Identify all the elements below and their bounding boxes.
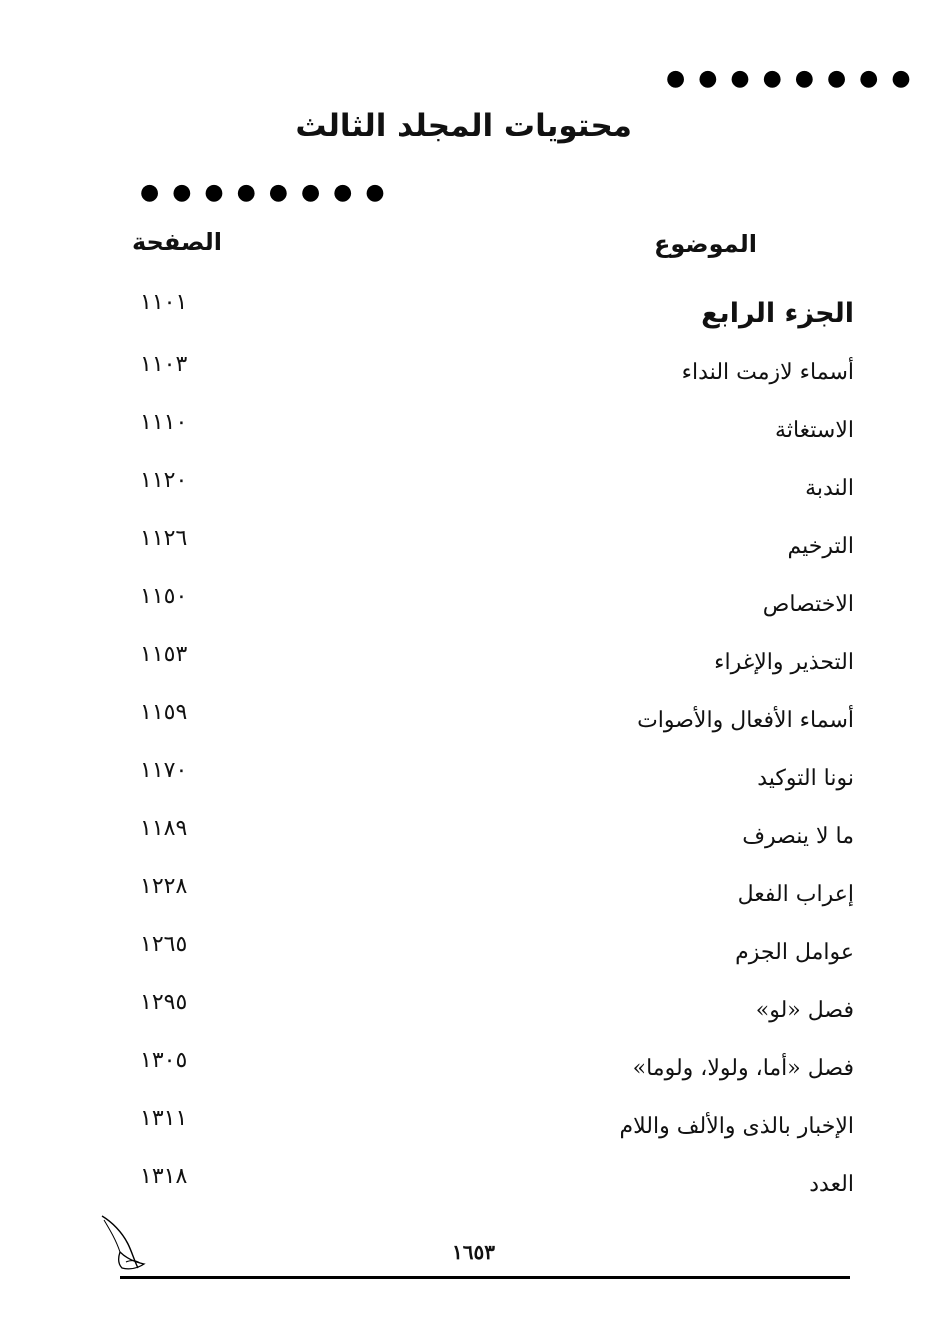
page-number: ١٦٥٣	[452, 1240, 495, 1264]
topic-column-header: الموضوع	[653, 230, 757, 258]
toc-entry	[0, 526, 932, 574]
toc-entry-topic: إعراب الفعل	[737, 882, 854, 907]
toc-entry	[0, 990, 932, 1038]
toc-entry-page: ١١٥٠	[140, 584, 188, 609]
toc-entry	[0, 584, 932, 632]
toc-entry-page: ١١٥٩	[140, 700, 188, 725]
toc-entry-page: ١١٠١	[140, 290, 188, 315]
toc-entry-page: ١١٢٦	[140, 526, 188, 551]
toc-entry-topic: نونا التوكيد	[757, 766, 854, 791]
decorative-dots-middle: ● ● ● ● ● ● ● ●	[140, 180, 388, 205]
decorative-dots-top: ● ● ● ● ● ● ● ●	[666, 66, 914, 91]
toc-entry-topic: التحذير والإغراء	[714, 650, 854, 675]
toc-entry-page: ١١١٠	[140, 410, 188, 435]
toc-entry-topic: الإخبار بالذى والألف واللام	[619, 1114, 854, 1139]
toc-entry-page: ١١٢٠	[140, 468, 188, 493]
toc-entry-topic: الترخيم	[787, 534, 854, 559]
toc-entry	[0, 758, 932, 806]
toc-entry-part	[0, 290, 932, 338]
toc-entry	[0, 352, 932, 400]
toc-entry-page: ١٣٠٥	[140, 1048, 188, 1073]
toc-entry-topic: أسماء الأفعال والأصوات	[637, 708, 854, 733]
footer-divider	[120, 1276, 850, 1279]
toc-entry	[0, 410, 932, 458]
toc-entry	[0, 1106, 932, 1154]
toc-entry-page: ١٢٦٥	[140, 932, 188, 957]
page-column-header: الصفحة	[132, 228, 223, 256]
toc-entry	[0, 932, 932, 980]
quill-pen-icon	[98, 1212, 148, 1274]
toc-entry-page: ١١٠٣	[140, 352, 188, 377]
toc-entry	[0, 1048, 932, 1096]
toc-entry-topic: ما لا ينصرف	[742, 824, 854, 849]
toc-entry-page: ١١٥٣	[140, 642, 188, 667]
toc-entry-topic: الاختصاص	[762, 592, 854, 617]
toc-entry-topic: عوامل الجزم	[735, 940, 854, 965]
toc-entry-page: ١٢٢٨	[140, 874, 188, 899]
toc-entry	[0, 468, 932, 516]
page-title: محتويات المجلد الثالث	[295, 108, 632, 144]
toc-entry-topic: فصل «أما، ولولا، ولوما»	[632, 1056, 854, 1081]
toc-entry-topic: العدد	[809, 1172, 854, 1197]
toc-entry-topic: فصل «لو»	[755, 998, 854, 1023]
toc-entry	[0, 1164, 932, 1212]
toc-entry	[0, 816, 932, 864]
toc-entry-topic: الاستغاثة	[775, 418, 854, 443]
toc-entry-page: ١١٧٠	[140, 758, 188, 783]
toc-entry-topic: الندبة	[805, 476, 854, 501]
toc-entry	[0, 642, 932, 690]
toc-entry-page: ١١٨٩	[140, 816, 188, 841]
toc-entry-page: ١٢٩٥	[140, 990, 188, 1015]
toc-entry-topic: أسماء لازمت النداء	[681, 360, 854, 385]
toc-entry	[0, 700, 932, 748]
toc-entry-topic: الجزء الرابع	[701, 298, 854, 329]
toc-entry	[0, 874, 932, 922]
toc-entry-page: ١٣١٨	[140, 1164, 188, 1189]
toc-entry-page: ١٣١١	[140, 1106, 188, 1131]
